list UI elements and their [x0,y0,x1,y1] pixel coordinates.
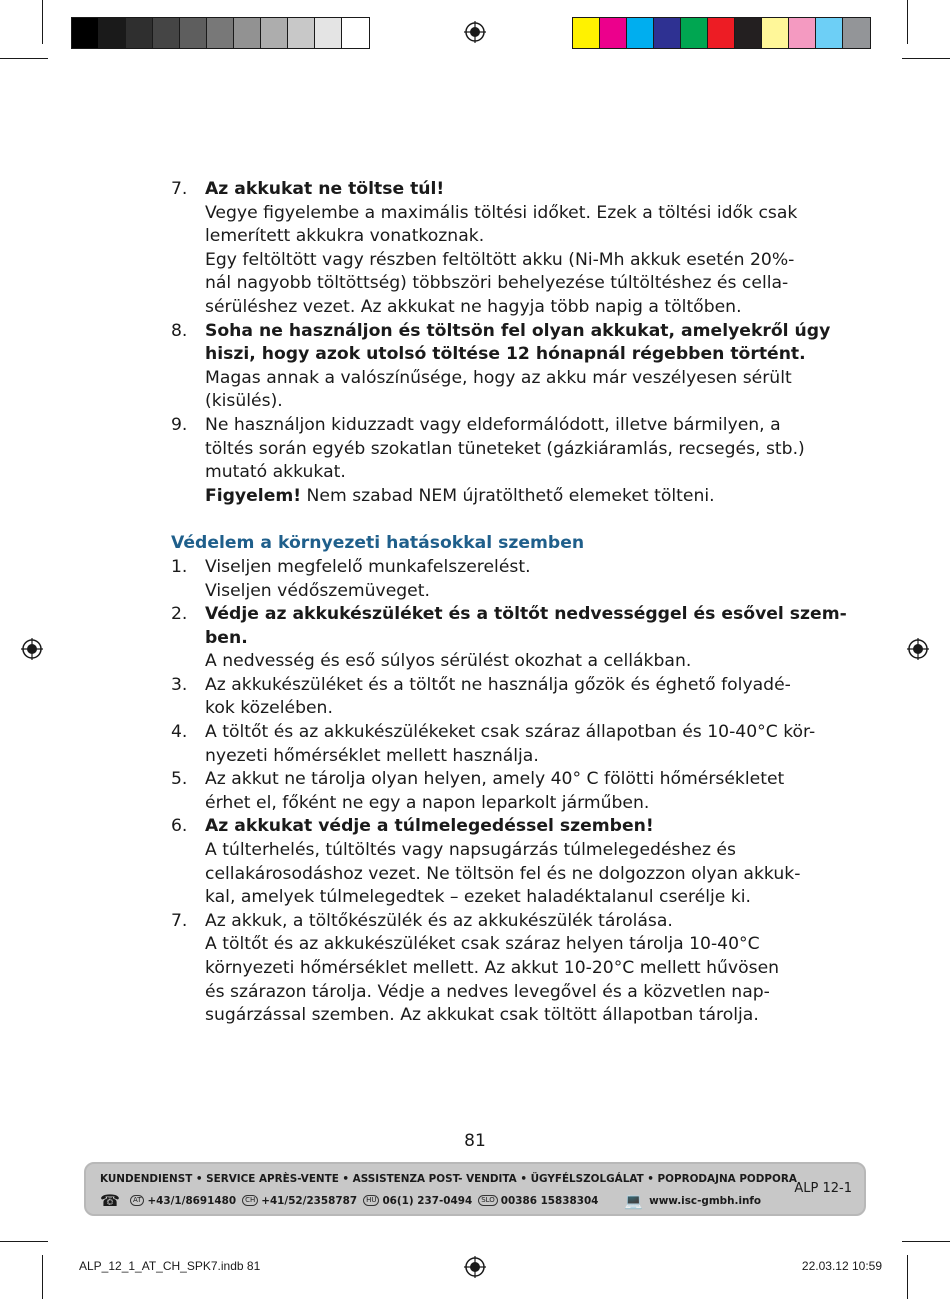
list-item-number: 5. [171,769,188,790]
text-line: A töltőt és az akkukészülékeket csak száraz állapotban és 10-40°C kör- [205,722,816,743]
charging-safety-list [171,178,831,508]
crop-mark [0,58,48,59]
crop-mark [902,1241,950,1242]
phone-number: +41/52/2358787 [261,1194,358,1207]
text-line: Az akkuk, a töltőkészülék és az akkukészülék tárolása. [205,910,673,931]
bold-line: ben. [205,627,248,648]
text-line: kal, amelyek túlmelegedtek – ezeket haladéktalanul cserélje ki. [205,887,752,908]
text-line: sérüléshez vezet. Az akkukat ne hagyja több napig a töltőben. [205,296,742,317]
service-info-bar [84,1162,866,1216]
bold-line: hiszi, hogy azok utolsó töltése 12 hónapnál régebben történt. [205,344,806,365]
text-line: lemerített akkukra vonatkoznak. [205,226,485,247]
list-item-text [205,721,815,768]
crop-mark [907,0,908,44]
text-line: Ne használjon kiduzzadt vagy eldeformálódott, illetve bármilyen, a [205,414,781,435]
bold-line: Az akkukat ne töltse túl! [205,179,445,199]
list-item-text [205,414,805,508]
country-code-badge: CH [242,1195,258,1206]
color-swatch [573,18,600,48]
text-line: Vegye figyelembe a maximális töltési időket. Ezek a töltési idők csak [205,202,798,223]
list-item-number: 9. [171,414,188,435]
list-item-number: 3. [171,674,188,695]
telephone-icon: ☎ [100,1191,120,1210]
list-item-number: 1. [171,556,188,577]
list-item-number: 4. [171,722,188,743]
text-line: Az akkut ne tárolja olyan helyen, amely 40° C fölötti hőmérsékletet [205,769,785,790]
phone-number: 00386 15838304 [500,1194,599,1207]
color-swatch [261,18,288,48]
text-line: nyezeti hőmérséklet mellett használja. [205,745,539,766]
page-number: 81 [464,1131,486,1151]
text-line: Viseljen védőszemüveget. [205,580,430,601]
registration-mark-icon [464,1256,486,1278]
service-contacts [100,1191,761,1210]
color-swatch [681,18,708,48]
list-item-text [205,910,781,1028]
text-line: A töltőt és az akkukészüléket csak száraz helyen tárolja 10-40°C [205,934,760,955]
registration-mark-icon [907,638,929,660]
text-line: cellakárosodáshoz vezet. Ne töltsön fel és ne dolgozzon olyan akkuk- [205,863,801,884]
manual-body [171,178,847,1028]
color-swatch [816,18,843,48]
environment-safety-list [171,556,847,1028]
list-item [171,178,798,320]
color-swatch [234,18,261,48]
color-swatch [99,18,126,48]
model-label: ALP 12-1 [794,1181,852,1196]
crop-mark [42,0,43,44]
process-color-bar [572,17,871,49]
list-item-text [205,815,800,909]
color-swatch [708,18,735,48]
crop-mark [907,1255,908,1299]
text-line: érhet el, főként ne egy a napon leparkolt járműben. [205,792,650,813]
color-swatch [735,18,762,48]
text-line: és szárazon tárolja. Védje a nedves levegővel és a közvetlen nap- [205,981,770,1002]
list-item-text [205,603,847,674]
slug-date-info: 22.03.12 10:59 [801,1259,882,1273]
grayscale-color-bar [71,17,370,49]
text-line: környezeti hőmérséklet mellett. Az akkut 10-20°C mellett hűvösen [205,958,780,978]
bold-line: Soha ne használjon és töltsön fel olyan akkukat, amelyekről úgy [205,320,831,341]
color-swatch [762,18,789,48]
text-line: (kisülés). [205,391,283,412]
text-line: töltés során egyéb szokatlan tüneteket (gázkiáramlás, recsegés, stb.) [205,438,805,459]
website-link[interactable]: www.isc-gmbh.info [649,1194,762,1207]
contact-list [124,1195,598,1207]
phone-number: 06(1) 237-0494 [382,1194,473,1207]
crop-mark [42,1255,43,1299]
color-swatch [843,18,870,48]
list-item [171,721,816,768]
list-item [171,815,801,909]
country-code-badge: AT [130,1195,145,1206]
text-line: Magas annak a valószínűsége, hogy az akku már veszélyesen sérült [205,367,792,388]
color-swatch [600,18,627,48]
service-title: KUNDENDIENST • SERVICE APRÈS-VENTE • ASSISTENZA POST- VENDITA • ÜGYFÉLSZOLGÁLAT • POPRODAJNA PODPORA [100,1173,797,1185]
warning-label: Figyelem! [205,485,302,506]
color-swatch [288,18,315,48]
list-item [171,414,805,508]
list-item [171,768,785,815]
warning-note [205,485,805,509]
list-item-text [205,178,797,320]
color-swatch [315,18,342,48]
crop-mark [0,1241,48,1242]
text-line: Viseljen megfelelő munkafelszerelést. [205,556,531,577]
list-item-number: 6. [171,816,188,837]
country-code-badge: SLO [478,1195,498,1206]
list-item-text [205,556,781,603]
text-line: nál nagyobb töltöttség) többszöri behelyezése túltöltéshez és cella- [205,273,789,294]
list-item-text [205,674,791,721]
registration-mark-icon [464,21,486,43]
list-item [171,320,831,414]
color-swatch [126,18,153,48]
list-item-number: 8. [171,320,188,341]
color-swatch [342,18,369,48]
color-swatch [654,18,681,48]
laptop-icon: 💻 [624,1191,644,1210]
slug-file-info: ALP_12_1_AT_CH_SPK7.indb 81 [79,1259,261,1273]
text-line: A túlterhelés, túltöltés vagy napsugárzás túlmelegedéshez és [205,840,736,861]
list-item-text [205,768,784,815]
list-item [171,556,781,603]
list-item [171,603,847,674]
list-item [171,910,781,1028]
text-line: Az akkukészüléket és a töltőt ne használja gőzök és éghető folyadé- [205,674,791,695]
color-swatch [789,18,816,48]
country-code-badge: HU [363,1195,379,1206]
phone-number: +43/1/8691480 [147,1194,237,1207]
list-item-number: 7. [171,910,188,931]
list-item-number: 7. [171,179,188,199]
crop-mark [902,58,950,59]
color-swatch [153,18,180,48]
text-line: A nedvesség és eső súlyos sérülést okozhat a cellákban. [205,651,692,672]
color-swatch [72,18,99,48]
bold-line: Védje az akkukészüléket és a töltőt nedvességgel és esővel szem- [205,604,847,625]
color-swatch [207,18,234,48]
color-swatch [627,18,654,48]
bold-line: Az akkukat védje a túlmelegedéssel szemben! [205,816,654,837]
registration-mark-icon [21,638,43,660]
text-line: mutató akkukat. [205,462,346,483]
text-line: sugárzással szemben. Az akkukat csak töltött állapotban tárolja. [205,1005,759,1026]
text-line: Egy feltöltött vagy részben feltöltött akku (Ni-Mh akkuk esetén 20%- [205,249,795,270]
list-item-number: 2. [171,604,188,625]
section-heading: Védelem a környezeti hatásokkal szemben [171,533,585,554]
list-item-text [205,320,830,414]
list-item [171,674,791,721]
warning-text: Nem szabad NEM újratölthető elemeket tölteni. [301,485,715,506]
text-line: kok közelében. [205,698,333,719]
color-swatch [180,18,207,48]
